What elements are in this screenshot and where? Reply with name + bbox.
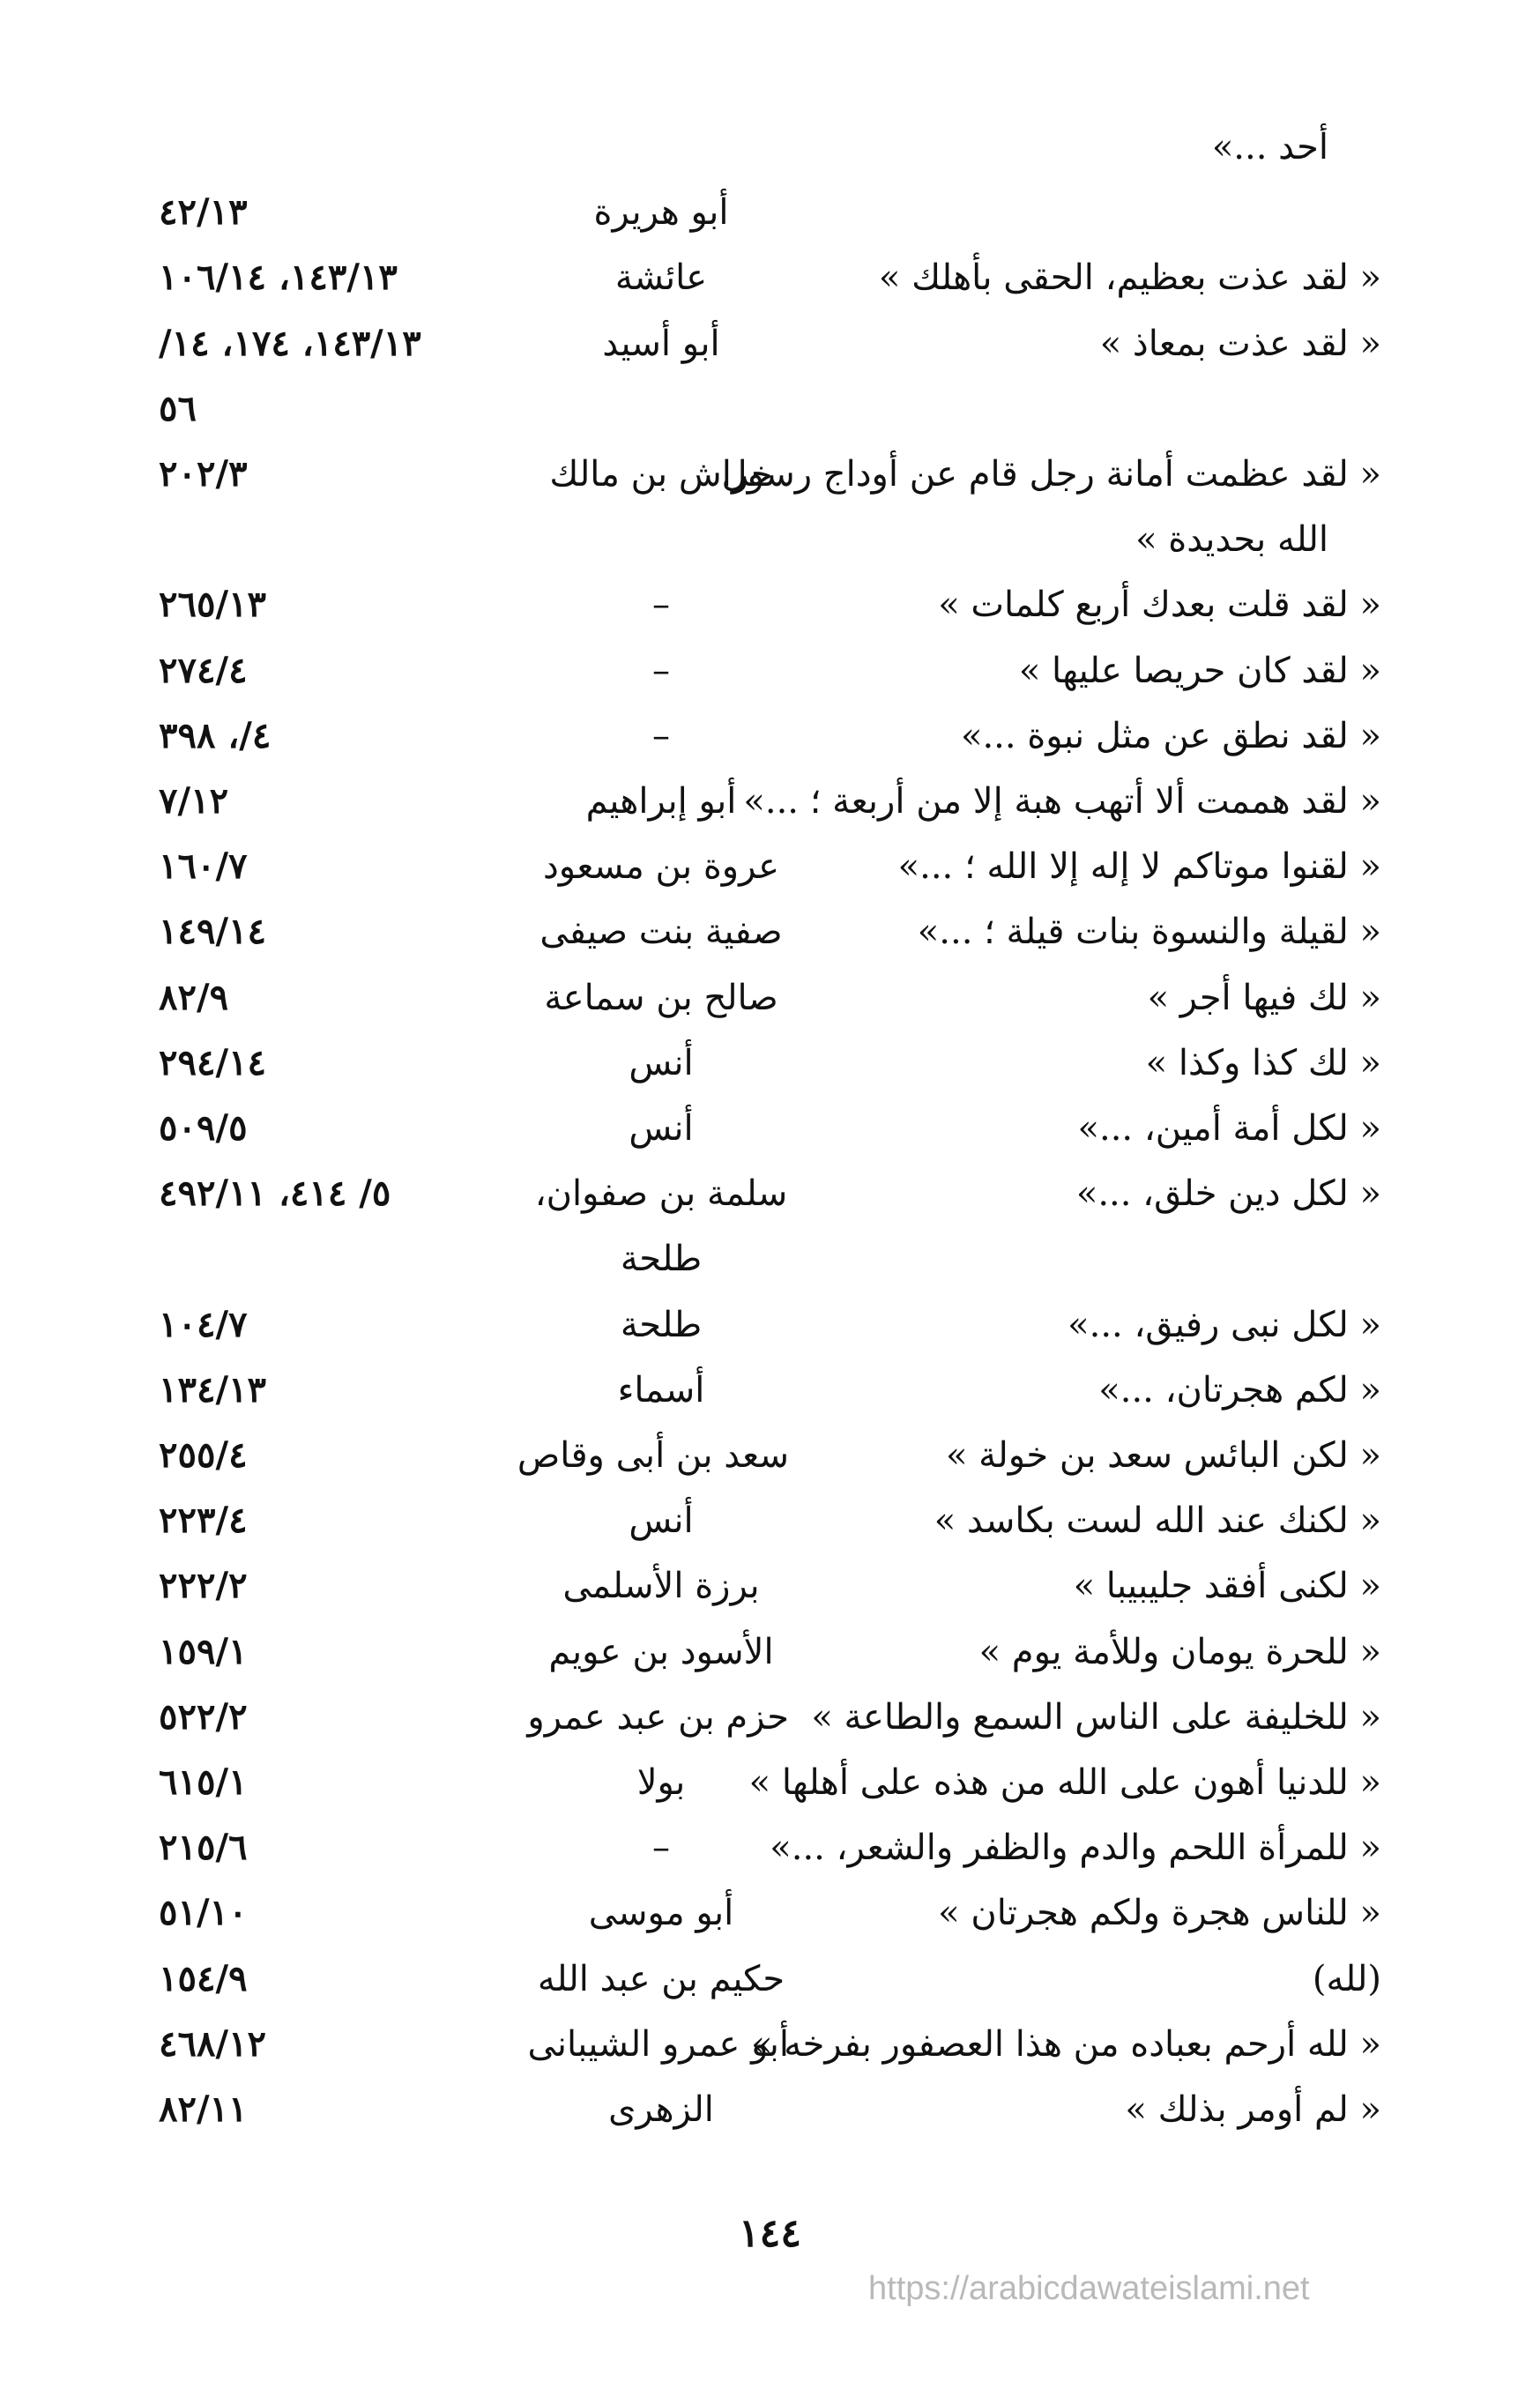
index-row bbox=[0, 507, 1540, 572]
narrator-name: سلمة بن صفوان، bbox=[534, 1173, 788, 1215]
volume-page-ref bbox=[159, 311, 529, 376]
narrator-name: أبو عمرو الشيبانى bbox=[527, 2023, 789, 2065]
index-row bbox=[0, 1947, 1540, 2012]
ref-text: ٦١٥/١ bbox=[159, 1761, 248, 1803]
index-row bbox=[0, 1096, 1540, 1161]
ref-text: ٢٥٥/٤ bbox=[159, 1434, 248, 1476]
volume-page-ref bbox=[159, 1947, 529, 2012]
narrator-name: بولا bbox=[636, 1762, 686, 1803]
volume-page-ref bbox=[159, 572, 529, 637]
ref-text: ٢٦٥/١٣ bbox=[159, 584, 267, 626]
volume-page-ref bbox=[159, 899, 529, 964]
hadith-text: « لقد نطق عن مثل نبوة ...» bbox=[960, 715, 1381, 756]
volume-page-ref bbox=[159, 1553, 529, 1619]
volume-page-ref bbox=[159, 1488, 529, 1553]
hadith-text: « لقد عذت بمعاذ » bbox=[1099, 323, 1381, 364]
narrator-name: برزة الأسلمى bbox=[562, 1566, 760, 1607]
ref-text: ٤٢/١٣ bbox=[159, 191, 248, 234]
ref-text: ٤٦٨/١٢ bbox=[159, 2022, 267, 2065]
hadith-text: « لله أرحم بعباده من هذا العصفور بفرخه » bbox=[751, 2023, 1381, 2065]
narrator-name: أسماء bbox=[617, 1369, 705, 1411]
index-row bbox=[0, 1619, 1540, 1685]
index-row bbox=[0, 1292, 1540, 1358]
narrator-name: أبو أسيد bbox=[602, 323, 720, 364]
volume-page-ref bbox=[159, 442, 529, 507]
volume-page-ref bbox=[159, 1358, 529, 1423]
hadith-text: « لقد قلت بعدك أربع كلمات » bbox=[938, 584, 1381, 626]
hadith-text: « لقيلة والنسوة بنات قيلة ؛ ...» bbox=[917, 912, 1381, 953]
hadith-text: « لكنى أفقد جليبيبا » bbox=[1073, 1566, 1381, 1607]
volume-page-ref bbox=[159, 245, 529, 310]
volume-page-ref bbox=[159, 1423, 529, 1488]
hadith-text: « لقد كان حريصا عليها » bbox=[1018, 650, 1381, 691]
volume-page-ref bbox=[159, 180, 529, 245]
ref-text: ١٣٤/١٣ bbox=[159, 1368, 267, 1411]
ref-text: ١٤٣/١٣، ١٧٤، ١٤/ bbox=[159, 322, 421, 364]
index-row bbox=[0, 2077, 1540, 2142]
ref-text: ١٥٤/٩ bbox=[159, 1957, 248, 1999]
index-row bbox=[0, 376, 1540, 442]
index-row bbox=[0, 965, 1540, 1031]
hadith-text: « للحرة يومان وللأمة يوم » bbox=[978, 1631, 1381, 1672]
volume-page-ref bbox=[159, 638, 529, 703]
volume-page-ref bbox=[159, 1619, 529, 1685]
narrator-name: الزهرى bbox=[608, 2089, 714, 2130]
ref-text: ٥/ ٤١٤، ٤٩٢/١١ bbox=[159, 1172, 391, 1215]
volume-page-ref bbox=[159, 1750, 529, 1815]
volume-page-ref bbox=[159, 1685, 529, 1750]
ref-text: ٢١٥/٦ bbox=[159, 1827, 248, 1869]
volume-page-ref bbox=[159, 1880, 529, 1946]
narrator-name: حكيم بن عبد الله bbox=[537, 1958, 785, 1999]
narrator-name: الأسود بن عويم bbox=[548, 1631, 774, 1672]
ref-text: ١٤٩/١٤ bbox=[159, 911, 267, 953]
narrator-name: عروة بن مسعود bbox=[542, 846, 780, 888]
hadith-text: « لكل نبى رفيق، ...» bbox=[1068, 1304, 1381, 1345]
volume-page-ref bbox=[159, 1815, 529, 1880]
index-row bbox=[0, 899, 1540, 964]
page-number: ١٤٤ bbox=[739, 2211, 801, 2256]
ref-text: ٨٢/٩ bbox=[159, 976, 229, 1018]
volume-page-ref bbox=[159, 1292, 529, 1358]
index-row bbox=[0, 245, 1540, 310]
index-row bbox=[0, 1226, 1540, 1292]
ref-text: ٨٢/١١ bbox=[159, 2088, 248, 2130]
index-row bbox=[0, 1880, 1540, 1946]
ref-text: ٧/١٢ bbox=[159, 780, 229, 822]
hadith-text: « لك كذا وكذا » bbox=[1145, 1042, 1381, 1083]
hadith-text: « لقد عذت بعظيم، الحقى بأهلك » bbox=[878, 257, 1381, 299]
ref-text: ٢٢٣/٤ bbox=[159, 1500, 248, 1542]
index-row bbox=[0, 1423, 1540, 1488]
hadith-text: « لم أومر بذلك » bbox=[1125, 2089, 1381, 2130]
index-row bbox=[0, 1358, 1540, 1423]
hadith-text: « للدنيا أهون على الله من هذه على أهلها » bbox=[748, 1762, 1381, 1803]
hadith-text: « لقد هممت ألا أتهب هبة إلا من أربعة ؛ ...» bbox=[743, 781, 1381, 822]
index-row bbox=[0, 180, 1540, 245]
index-row bbox=[0, 1685, 1540, 1750]
index-row bbox=[0, 442, 1540, 507]
index-row bbox=[0, 1031, 1540, 1096]
narrator-name: صالح بن سماعة bbox=[544, 977, 778, 1018]
ref-text: ١٤٣/١٣، ١٠٦/١٤ bbox=[159, 257, 398, 299]
index-row bbox=[0, 1750, 1540, 1815]
volume-page-ref bbox=[159, 834, 529, 899]
narrator-name: أبو هريرة bbox=[593, 192, 729, 234]
narrator-name: – bbox=[652, 1828, 670, 1869]
narrator-name: أنس bbox=[629, 1108, 694, 1149]
index-row bbox=[0, 1161, 1540, 1226]
volume-page-ref bbox=[159, 1161, 529, 1226]
index-row bbox=[0, 1553, 1540, 1619]
narrator-name: أبو إبراهيم bbox=[585, 781, 737, 822]
narrator-name: طلحة bbox=[620, 1239, 703, 1280]
hadith-text: « للناس هجرة ولكم هجرتان » bbox=[938, 1893, 1381, 1934]
hadith-text: « للخليفة على الناس السمع والطاعة » bbox=[811, 1696, 1381, 1738]
hadith-text: « لكنك عند الله لست بكاسد » bbox=[934, 1500, 1381, 1542]
hadith-text: « لقد عظمت أمانة رجل قام عن أوداج رسول bbox=[721, 454, 1381, 495]
ref-text: ٢٢٢/٢ bbox=[159, 1565, 248, 1607]
index-row bbox=[0, 311, 1540, 376]
ref-text: ٥٢٢/٢ bbox=[159, 1695, 248, 1738]
narrator-name: طلحة bbox=[620, 1304, 703, 1345]
ref-text: ٥٠٩/٥ bbox=[159, 1107, 248, 1149]
watermark-url: https://arabicdawateislami.net bbox=[868, 2270, 1310, 2307]
hadith-text: (لله) bbox=[1312, 1958, 1381, 1999]
narrator-name: سعد بن أبى وقاص bbox=[517, 1435, 789, 1476]
ref-text: ٢٧٤/٤ bbox=[159, 649, 248, 691]
index-row bbox=[0, 1488, 1540, 1553]
hadith-text: « لقنوا موتاكم لا إله إلا الله ؛ ...» bbox=[897, 846, 1381, 888]
hadith-text: « للمرأة اللحم والدم والظفر والشعر، ...» bbox=[770, 1828, 1381, 1869]
ref-text: ٢٩٤/١٤ bbox=[159, 1041, 267, 1083]
ref-text: ٥٦ bbox=[159, 387, 197, 429]
narrator-name: صفية بنت صيفى bbox=[539, 912, 783, 953]
index-row bbox=[0, 115, 1540, 180]
narrator-name: أبو موسى bbox=[588, 1893, 734, 1934]
narrator-name: حزم بن عبد عمرو bbox=[527, 1696, 789, 1738]
hadith-text: « لكل دين خلق، ...» bbox=[1075, 1173, 1381, 1215]
volume-page-ref bbox=[159, 1031, 529, 1096]
volume-page-ref bbox=[159, 2012, 529, 2077]
narrator-name: – bbox=[652, 650, 670, 691]
index-row bbox=[0, 1815, 1540, 1880]
index-row bbox=[0, 834, 1540, 899]
volume-page-ref bbox=[159, 965, 529, 1031]
ref-text: ١٥٩/١ bbox=[159, 1630, 248, 1672]
narrator-name: أنس bbox=[629, 1042, 694, 1083]
volume-page-ref bbox=[159, 1096, 529, 1161]
narrator-name: أنس bbox=[629, 1500, 694, 1542]
narrator-name: – bbox=[652, 584, 670, 626]
volume-page-ref bbox=[159, 2077, 529, 2142]
volume-page-ref bbox=[159, 769, 529, 834]
index-row bbox=[0, 572, 1540, 637]
hadith-text: أحد ...» bbox=[1211, 127, 1328, 167]
hadith-text: الله بحديدة » bbox=[1135, 519, 1328, 561]
hadith-text: « لكل أمة أمين، ...» bbox=[1077, 1108, 1381, 1149]
narrator-name: – bbox=[652, 715, 670, 756]
hadith-text: « لك فيها أجر » bbox=[1147, 977, 1381, 1018]
index-row bbox=[0, 2012, 1540, 2077]
ref-text: ١٠٤/٧ bbox=[159, 1303, 248, 1345]
index-row bbox=[0, 769, 1540, 834]
hadith-text: « لكن البائس سعد بن خولة » bbox=[945, 1435, 1381, 1476]
volume-page-ref bbox=[159, 703, 529, 769]
volume-page-ref bbox=[159, 376, 529, 442]
index-row bbox=[0, 703, 1540, 769]
ref-text: ٤/، ٣٩٨ bbox=[159, 714, 272, 756]
ref-text: ٢٠٢/٣ bbox=[159, 453, 248, 495]
hadith-text: « لكم هجرتان، ...» bbox=[1098, 1369, 1381, 1411]
index-row bbox=[0, 638, 1540, 703]
ref-text: ١٦٠/٧ bbox=[159, 845, 248, 888]
narrator-name: عائشة bbox=[614, 257, 708, 299]
narrator-name: خراش بن مالك bbox=[549, 454, 773, 495]
ref-text: ٥١/١٠ bbox=[159, 1892, 248, 1934]
